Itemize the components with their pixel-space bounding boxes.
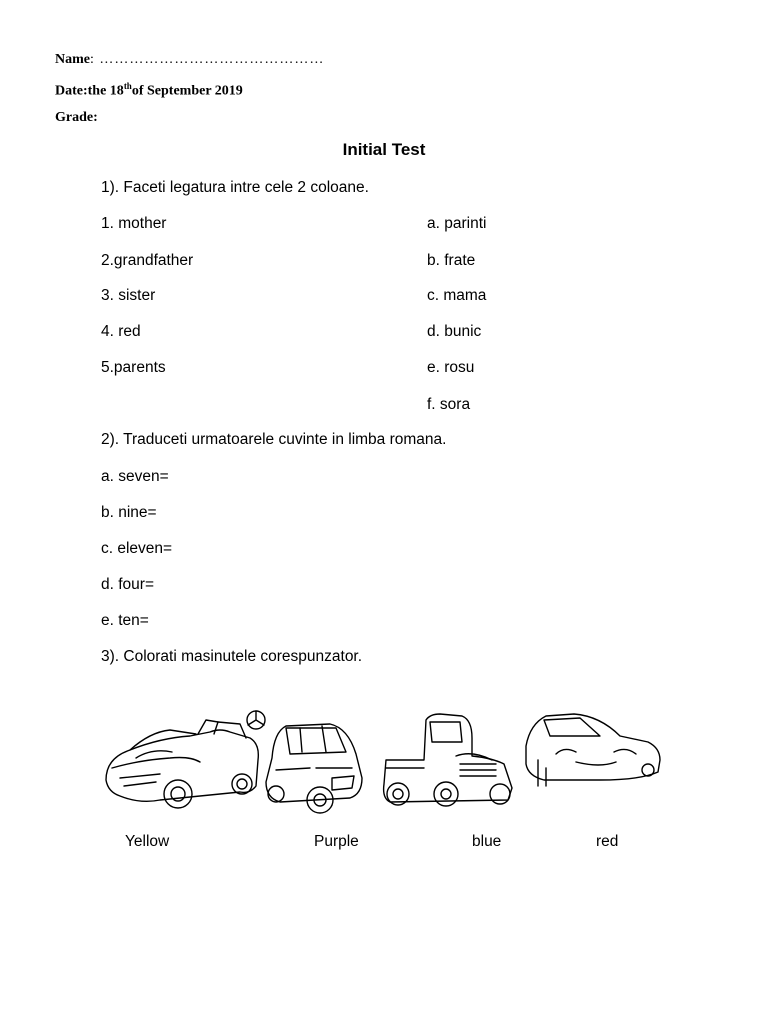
name-dots: : ………………………………………	[90, 52, 325, 67]
color-label-blue: blue	[472, 833, 502, 850]
exercise2-heading: 2). Traduceti urmatoarele cuvinte in limba romana.	[101, 431, 447, 448]
match-left-item: 4. red	[101, 323, 141, 340]
translate-item: d. four=	[101, 576, 154, 593]
date-sup: th	[123, 81, 132, 91]
date-prefix: Date:the 18	[55, 83, 124, 99]
match-right-item: e. rosu	[427, 359, 475, 376]
match-right-item: b. frate	[427, 252, 476, 269]
color-label-yellow: Yellow	[125, 833, 170, 850]
page-title: Initial Test	[342, 140, 426, 159]
convertible-car-icon	[106, 720, 258, 808]
color-label-red: red	[596, 833, 619, 850]
mercedes-logo-icon	[247, 711, 265, 729]
translate-item: c. eleven=	[101, 540, 173, 557]
match-right-item: d. bunic	[427, 323, 482, 340]
sports-coupe-car-icon	[526, 714, 660, 786]
color-label-purple: Purple	[314, 833, 359, 850]
small-hatchback-car-icon	[266, 724, 362, 813]
match-left-item: 2.grandfather	[101, 252, 194, 269]
match-right-item: c. mama	[427, 287, 487, 304]
translate-item: b. nine=	[101, 504, 157, 521]
name-label: Name	[55, 52, 90, 67]
match-right-item: f. sora	[427, 396, 471, 413]
match-right-item: a. parinti	[427, 215, 487, 232]
exercise1-heading: 1). Faceti legatura intre cele 2 coloane.	[101, 179, 369, 196]
match-left-item: 5.parents	[101, 359, 166, 376]
translate-item: e. ten=	[101, 612, 149, 629]
match-left-item: 1. mother	[101, 215, 167, 232]
match-left-item: 3. sister	[101, 287, 156, 304]
exercise3-heading: 3). Colorati masinutele corespunzator.	[101, 648, 363, 665]
date-line	[55, 81, 243, 100]
name-field	[55, 52, 324, 68]
cars-illustration	[100, 698, 670, 820]
date-suffix: of September 2019	[131, 83, 243, 99]
translate-item: a. seven=	[101, 468, 169, 485]
pickup-truck-icon	[384, 714, 512, 806]
grade-label: Grade:	[55, 110, 98, 125]
